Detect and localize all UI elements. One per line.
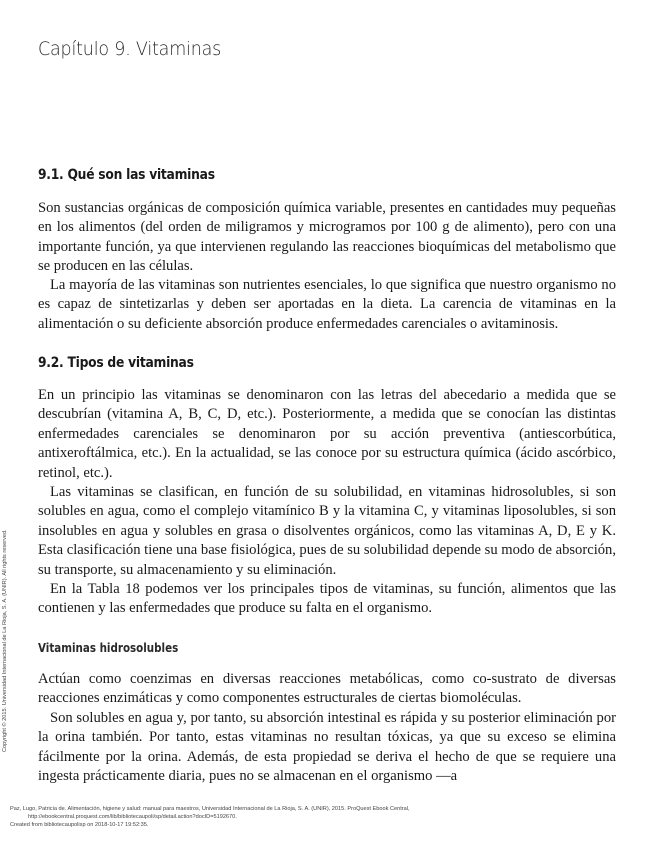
paragraph-naming-history: En un principio las vitaminas se denominaron con las letras del abecedario a medida que se descubrían (vitamina A, B, C, D, etc.). Posteriormente, a medida que se conocían las distintas enfermedades carenciales se denominaron por su acción preventiva (antiescorbútica, antixeroftálmica, etc.). En la actualidad, se las conoce por su estructura química (ácido ascórbico, retinol, etc.). — [38, 387, 616, 481]
footer-citation — [10, 806, 650, 829]
chapter-title: Capítulo 9. Vitaminas — [38, 38, 222, 60]
paragraph-essential-nutrients: La mayoría de las vitaminas son nutrientes esenciales, lo que significa que nuestro organismo no es capaz de sintetizarlas y deben ser aportadas en la dieta. La carencia de vitaminas en la alimentación o su deficiente absorción produce enfermedades carenciales o avitaminosis. — [38, 277, 616, 332]
section-title-what-are-vitamins: 9.1. Qué son las vitaminas — [38, 167, 215, 183]
paragraph-classification: Las vitaminas se clasifican, en función de su solubilidad, en vitaminas hidrosolubles, si son solubles en agua, como el complejo vitamínico B y la vitamina C, y vitaminas liposolubles, si son insolubles en agua y solubles en grasa o disolventes orgánicos, como las vitaminas A, D, E y K. Esta clasificación tiene una base fisiológica, pues de su solubilidad depende su modo de absorción, su transporte, su almacenamiento y su eliminación. — [38, 484, 616, 578]
paragraph-coenzymes: Actúan como coenzimas en diversas reacciones metabólicas, como co-sustrato de diversas reacciones enzimáticas y como componentes estructurales de ciertas biomoléculas. — [38, 671, 616, 707]
side-copyright-notice: Copyright © 2015. Universidad Internacional de La Rioja, S. A. (UNIR). All rights reserved. — [2, 529, 8, 752]
paragraph-solubility: Son solubles en agua y, por tanto, su absorción intestinal es rápida y su posterior eliminación por la orina también. Por tanto, estas vitaminas no resultan tóxicas, ya que su exceso se elimina fácilmente por la orina. Además, de esta propiedad se deriva el hecho de que se requiere una ingesta prácticamente diaria, pues no se almacenan en el organismo —a — [38, 710, 616, 785]
paragraph-table-reference: En la Tabla 18 podemos ver los principales tipos de vitaminas, su función, alimentos que las contienen y las enfermedades que produce su falta en el organismo. — [38, 581, 616, 617]
footer-url: http://ebookcentral.proquest.com/lib/bibliotecaupoli/sp/detail.action?docID=5192670. — [28, 813, 237, 820]
paragraph-definition: Son sustancias orgánicas de composición química variable, presentes en cantidades muy pequeñas en los alimentos (del orden de miligramos y microgramos por 100 g de alimento), pero con una importante función, ya que intervienen regulando las reacciones bioquímicas del metabolismo que se producen en las células. — [38, 200, 616, 275]
subsection-title-water-soluble: Vitaminas hidrosolubles — [38, 641, 179, 655]
footer-citation-line: Paz, Lugo, Patricia de. Alimentación, higiene y salud: manual para maestros, Universidad Internacional de La Rioja, S. A. (UNIR), 2015. ProQuest Ebook Central, — [10, 806, 410, 812]
footer-created-line: Created from bibliotecaupolisp on 2018-10-17 19:52:35. — [10, 821, 149, 828]
section-title-types-of-vitamins: 9.2. Tipos de vitaminas — [38, 355, 194, 371]
